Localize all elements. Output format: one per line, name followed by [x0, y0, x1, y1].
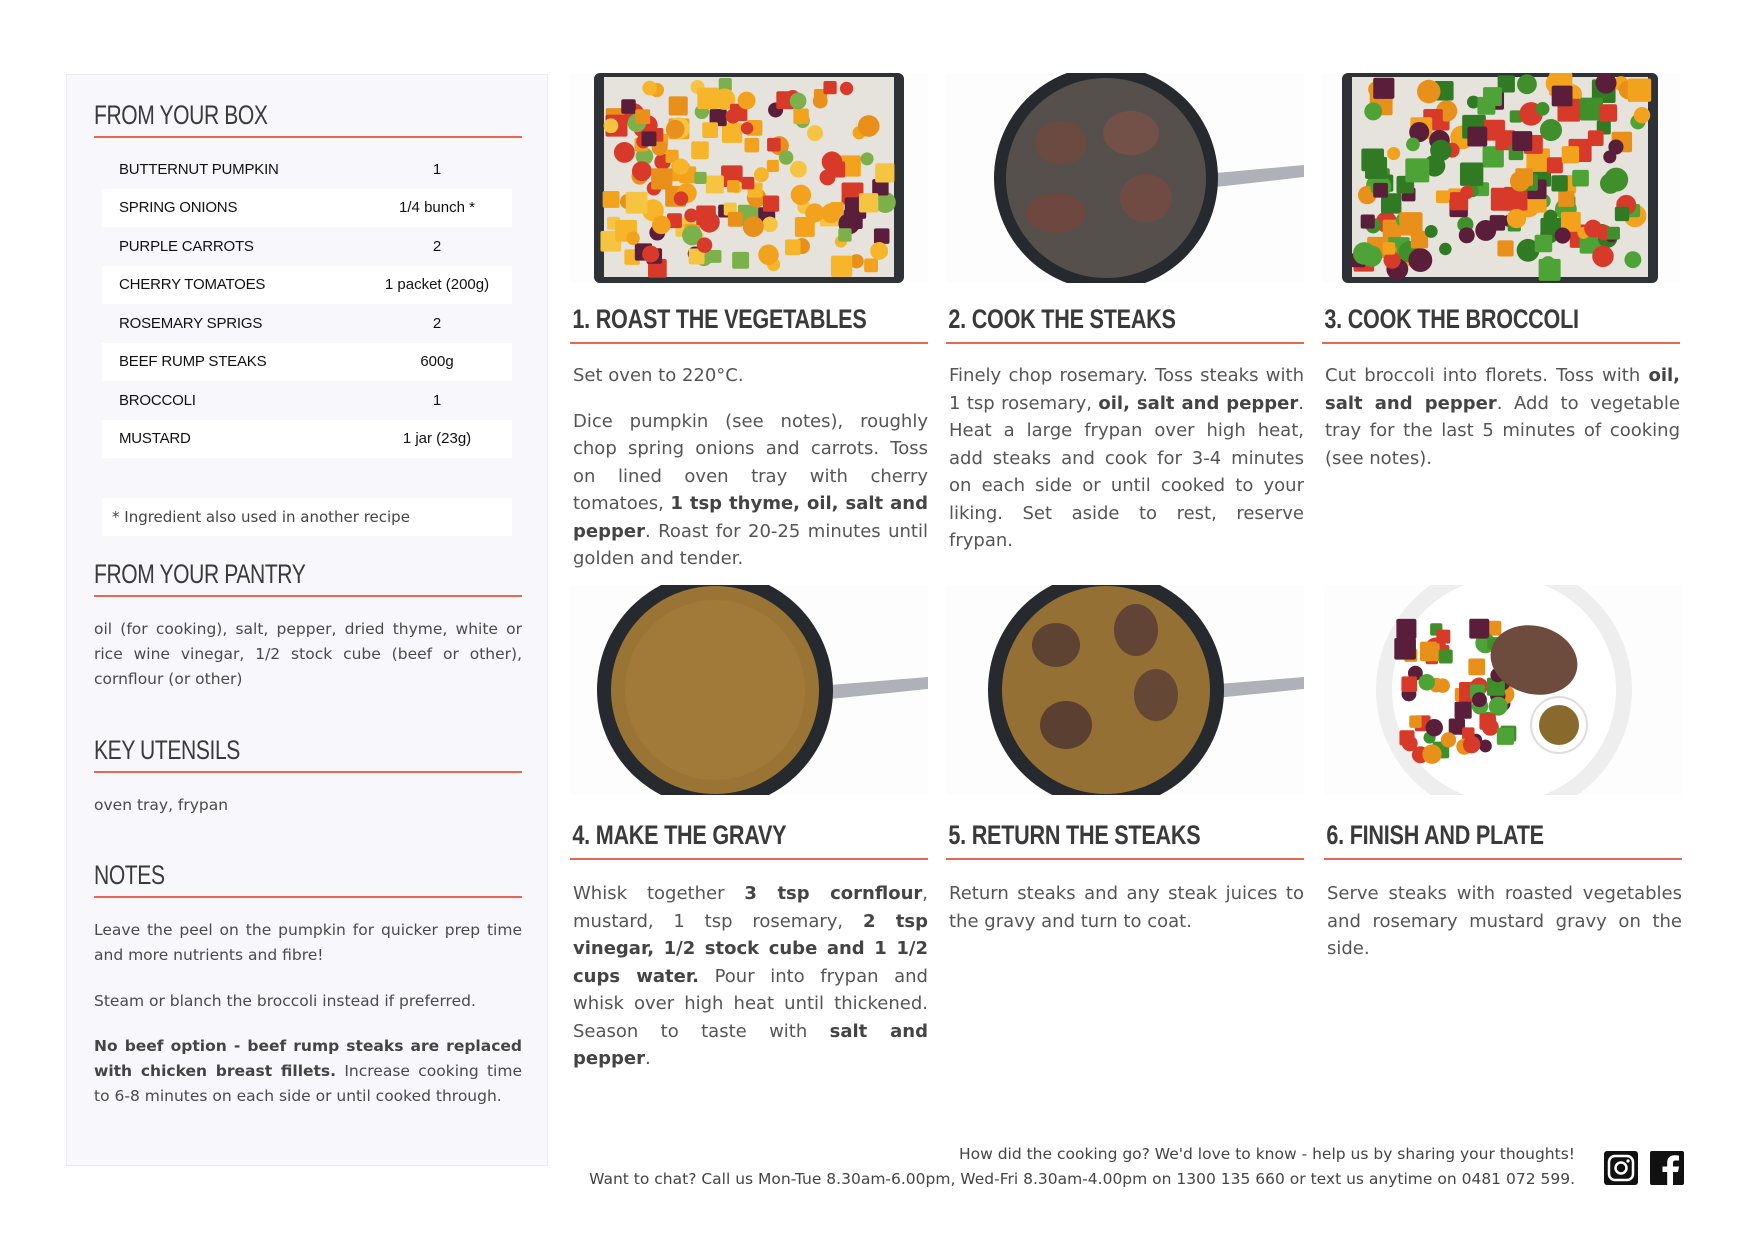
food-piece [1497, 240, 1513, 256]
utensils-text: oven tray, frypan [94, 796, 229, 814]
contact-text: Want to chat? Call us Mon-Tue 8.30am-6.00pm, Wed-Fri 8.30am-4.00pm on 1300 135 660 or text us anytime on 0481 072 599. [589, 1170, 1575, 1188]
food-piece [626, 232, 639, 245]
ingredient-qty: 1 [432, 160, 442, 178]
ingredient-qty: 1 packet (200g) [384, 276, 490, 293]
food-piece [1459, 227, 1475, 243]
text-run: Whisk together [573, 883, 745, 904]
food-piece [1615, 207, 1629, 221]
food-piece [1463, 736, 1481, 754]
food-piece [1558, 191, 1574, 207]
ingredient-qty: 1/4 bunch * [399, 199, 475, 216]
food-piece [1489, 697, 1508, 716]
step-1-text-1: Set oven to 220°C. [573, 365, 744, 386]
food-piece [1536, 102, 1550, 116]
food-piece [742, 177, 755, 190]
food-piece [1409, 715, 1421, 727]
food-piece [743, 216, 764, 237]
food-piece [1373, 183, 1388, 198]
step-5-text: Return steaks and any steak juices to the gravy and turn to coat. [949, 883, 1304, 932]
food-piece [642, 131, 657, 146]
food-piece [1394, 638, 1416, 660]
food-piece [1373, 78, 1394, 99]
food-piece [1422, 744, 1441, 763]
text-run: . [644, 1048, 651, 1069]
food-piece [1479, 740, 1492, 753]
food-piece [1468, 659, 1485, 676]
food-piece [1608, 139, 1623, 154]
food-piece [840, 82, 853, 95]
food-piece [791, 185, 811, 205]
food-piece [1364, 102, 1382, 120]
ingredient-row [102, 266, 512, 304]
ingredient-name: MUSTARD [119, 430, 191, 447]
ingredient-name: BROCCOLI [119, 391, 196, 409]
food-piece [696, 205, 716, 225]
food-piece [805, 203, 824, 222]
food-piece [632, 161, 652, 181]
food-piece [673, 159, 689, 175]
food-piece [1460, 163, 1483, 186]
step-3 [1322, 73, 1680, 490]
step-3-photo [1322, 73, 1680, 283]
ingredient-note: * Ingredient also used in another recipe [102, 498, 512, 536]
food-piece [1402, 736, 1418, 752]
food-piece [741, 122, 753, 134]
food-piece [674, 191, 689, 206]
step-2-photo [946, 73, 1304, 283]
food-piece [1562, 146, 1579, 163]
ingredient-qty: 1 jar (23g) [402, 430, 472, 447]
text-run: Cut broccoli into florets. Toss with [1325, 365, 1649, 386]
ingredient-name: BEEF RUMP STEAKS [119, 353, 267, 370]
instagram-icon[interactable] [1603, 1150, 1639, 1186]
food-piece [697, 237, 712, 252]
food-piece [822, 151, 843, 172]
food-piece [697, 88, 718, 109]
text-run: . Roast for 20-25 minutes until golden and tender. [573, 520, 928, 569]
food-piece [1383, 242, 1395, 254]
food-piece [651, 168, 672, 189]
food-piece [1475, 220, 1496, 241]
food-piece [1472, 692, 1487, 707]
step-2-title: 2. COOK THE STEAKS [948, 304, 1176, 334]
text-bold: oil, salt and pepper [1098, 392, 1299, 414]
text-run: Pour into frypan and whisk over high heat until thickened. Season to taste with [573, 965, 928, 1042]
text-bold: 2 tsp vinegar, 1/2 stock cube and 1 1/2 cups water. [573, 910, 929, 987]
food-piece [1436, 190, 1449, 203]
step-6-title: 6. FINISH AND PLATE [1326, 820, 1544, 850]
food-piece [1600, 104, 1617, 121]
food-piece [1436, 630, 1450, 644]
food-piece [767, 160, 779, 172]
utensils-heading: KEY UTENSILS [94, 735, 240, 765]
food-piece [1572, 170, 1589, 187]
text-run: . Add to vegetable tray for the last 5 minutes of cooking (see notes). [1325, 392, 1680, 469]
utensils-section [94, 735, 522, 818]
food-piece [1401, 676, 1417, 692]
food-piece [843, 210, 862, 229]
ingredient-name: SPRING ONIONS [119, 199, 238, 216]
text-run: , mustard, 1 tsp rosemary, [573, 883, 928, 932]
text-run: Dice pumpkin (see notes), roughly chop spring onions and carrots. Toss on lined oven tray with cherry tomatoes, [573, 410, 928, 514]
divider [94, 771, 522, 773]
ingredient-name: ROSEMARY SPRIGS [119, 314, 263, 332]
ingredient-qty: 600g [420, 353, 454, 370]
food-piece [684, 209, 698, 223]
food-piece [1535, 235, 1553, 253]
food-piece [1469, 619, 1489, 639]
food-piece [1441, 732, 1456, 747]
ingredient-name: PURPLE CARROTS [119, 237, 254, 255]
food-piece [1555, 228, 1571, 244]
ingredient-row [102, 304, 512, 342]
food-piece [706, 176, 724, 194]
text-bold: oil, salt and pepper [1325, 365, 1680, 414]
food-piece [1418, 674, 1435, 691]
text-bold: salt and pepper [573, 1020, 929, 1069]
step-1-photo [570, 73, 928, 283]
food-piece [1361, 215, 1375, 229]
step-3-title: 3. COOK THE BROCCOLI [1324, 304, 1579, 334]
step-6-text: Serve steaks with roasted vegetables and rosemary mustard gravy on the side. [1327, 883, 1682, 959]
food-piece [1420, 642, 1440, 662]
food-piece [1353, 242, 1376, 265]
food-piece [1607, 227, 1620, 240]
food-piece [669, 96, 688, 115]
food-piece [728, 212, 743, 227]
food-piece [874, 228, 890, 244]
food-piece [1439, 243, 1451, 255]
divider [94, 896, 522, 898]
food-piece [864, 258, 878, 272]
note-2: Steam or blanch the broccoli instead if preferred. [94, 992, 476, 1010]
food-piece [1439, 650, 1453, 664]
food-piece [1484, 120, 1505, 141]
ingredient-name: CHERRY TOMATOES [119, 276, 266, 293]
pantry-section [94, 559, 522, 692]
ingredient-qty: 1 [432, 391, 442, 409]
food-piece [1399, 212, 1422, 235]
food-piece [709, 250, 722, 263]
food-piece [652, 215, 671, 234]
food-piece [793, 109, 808, 124]
ingredient-row [102, 150, 512, 188]
text-bold: 1 tsp thyme, oil, salt and pepper [573, 493, 928, 542]
step-4-text [573, 880, 928, 1073]
step-2 [946, 73, 1304, 573]
food-piece [732, 252, 749, 269]
step-3-text [1325, 362, 1680, 472]
food-piece [790, 93, 807, 110]
food-piece [763, 196, 779, 212]
food-piece [738, 92, 756, 110]
food-piece [1467, 127, 1487, 147]
food-piece [1595, 73, 1616, 94]
step-5-title: 5. RETURN THE STEAKS [948, 820, 1201, 850]
food-piece [821, 203, 841, 223]
feedback-text: How did the cooking go? We'd love to know - help us by sharing your thoughts! [958, 1145, 1575, 1163]
pantry-heading: FROM YOUR PANTRY [94, 559, 306, 589]
food-piece [1628, 78, 1651, 101]
note-3 [94, 1034, 522, 1109]
food-piece [823, 81, 836, 94]
ingredient-qty: 2 [432, 314, 442, 332]
food-piece [1584, 220, 1602, 238]
food-piece [831, 256, 852, 277]
step-2-text [949, 362, 1304, 555]
food-piece [1551, 175, 1567, 191]
ingredient-row [102, 420, 512, 458]
food-piece [604, 118, 619, 133]
food-piece [779, 150, 793, 164]
step-6-photo [1324, 585, 1682, 795]
food-piece [754, 167, 769, 182]
food-piece [1396, 619, 1416, 639]
food-piece [1430, 140, 1451, 161]
box-section [94, 100, 522, 138]
food-piece [1552, 86, 1573, 107]
step-4-title: 4. MAKE THE GRAVY [572, 820, 787, 850]
food-piece [626, 192, 648, 214]
food-piece [702, 122, 718, 138]
food-piece [1387, 147, 1400, 160]
step-1-text-2 [573, 408, 928, 573]
text-run: Finely chop rosemary. Toss steaks with 1 tsp rosemary, [949, 365, 1304, 414]
food-piece [1365, 157, 1387, 179]
food-piece [813, 94, 828, 109]
food-piece [859, 193, 878, 212]
food-piece [1604, 168, 1628, 192]
food-piece [1634, 107, 1650, 123]
food-piece [1624, 251, 1641, 268]
notes-section [94, 860, 522, 1109]
step-1-title: 1. ROAST THE VEGETABLES [572, 304, 867, 334]
food-piece [807, 125, 823, 141]
food-piece [666, 120, 685, 139]
ingredient-row [102, 227, 512, 265]
step-4 [570, 585, 928, 1091]
text-run: . Heat a large frypan over high heat, add steaks and cook for 3-4 minutes on each side or until cooked to your liking. Set aside to rest, reserve frypan. [949, 392, 1304, 551]
divider [94, 136, 522, 138]
food-piece [691, 141, 709, 159]
step-5 [946, 585, 1304, 953]
food-piece [1507, 209, 1526, 228]
food-piece [1460, 186, 1473, 199]
step-5-photo [946, 585, 1304, 795]
food-piece [1512, 131, 1532, 151]
ingredient-list [102, 150, 512, 458]
food-piece [838, 228, 851, 241]
notes-heading: NOTES [94, 860, 165, 890]
food-piece [858, 115, 880, 137]
ingredients-sidebar [66, 74, 548, 1166]
ingredient-row [102, 381, 512, 419]
food-piece [767, 138, 781, 152]
note-1: Leave the peel on the pumpkin for quicker prep time and more nutrients and fibre! [94, 921, 522, 964]
food-piece [621, 99, 635, 113]
food-piece [861, 152, 874, 165]
ingredient-row [102, 343, 512, 381]
box-heading: FROM YOUR BOX [94, 100, 268, 130]
ingredient-qty: 2 [432, 237, 442, 255]
step-4-photo [570, 585, 928, 795]
food-piece [635, 109, 650, 124]
food-piece [727, 180, 739, 192]
food-piece [1539, 259, 1561, 281]
food-piece [1497, 728, 1514, 745]
ingredient-row [102, 189, 512, 227]
facebook-icon[interactable] [1649, 1150, 1685, 1186]
food-piece [870, 242, 888, 260]
food-piece [758, 245, 778, 265]
food-piece [614, 142, 635, 163]
step-6 [1324, 585, 1682, 981]
food-piece [762, 217, 778, 233]
food-piece [1540, 119, 1562, 141]
food-piece [1517, 74, 1537, 94]
text-bold: 3 tsp cornflour [744, 883, 923, 904]
food-piece [1515, 168, 1533, 186]
ingredient-name: BUTTERNUT PUMPKIN [119, 160, 279, 178]
pantry-text: oil (for cooking), salt, pepper, dried thyme, white or rice wine vinegar, 1/2 stock cube (beef or other), cornflour (or other) [94, 620, 522, 688]
food-piece [790, 161, 807, 178]
step-1 [570, 73, 928, 591]
footer [589, 1142, 1575, 1192]
food-piece [875, 163, 894, 182]
food-piece [1408, 248, 1432, 272]
food-piece [1479, 714, 1495, 730]
food-piece [1405, 158, 1429, 182]
food-piece [785, 240, 801, 256]
food-piece [1435, 678, 1450, 693]
divider [94, 595, 522, 597]
food-piece [1588, 130, 1604, 146]
food-piece [642, 81, 657, 96]
food-piece [726, 109, 741, 124]
food-piece [1455, 702, 1472, 719]
food-piece [1417, 80, 1440, 103]
food-piece [745, 138, 760, 153]
note-3-rest: Increase cooking time to 6-8 minutes on each side or until cooked through. [94, 1062, 522, 1105]
food-piece [642, 246, 659, 263]
food-piece [603, 191, 620, 208]
food-piece [1547, 157, 1563, 173]
food-piece [1426, 719, 1443, 736]
food-piece [1483, 87, 1502, 106]
food-piece [694, 172, 706, 184]
food-piece [1406, 138, 1420, 152]
note-3-bold: No beef option - beef rump steaks are replaced with chicken breast fillets. [94, 1037, 522, 1080]
food-piece [1592, 246, 1614, 268]
food-piece [1425, 225, 1438, 238]
